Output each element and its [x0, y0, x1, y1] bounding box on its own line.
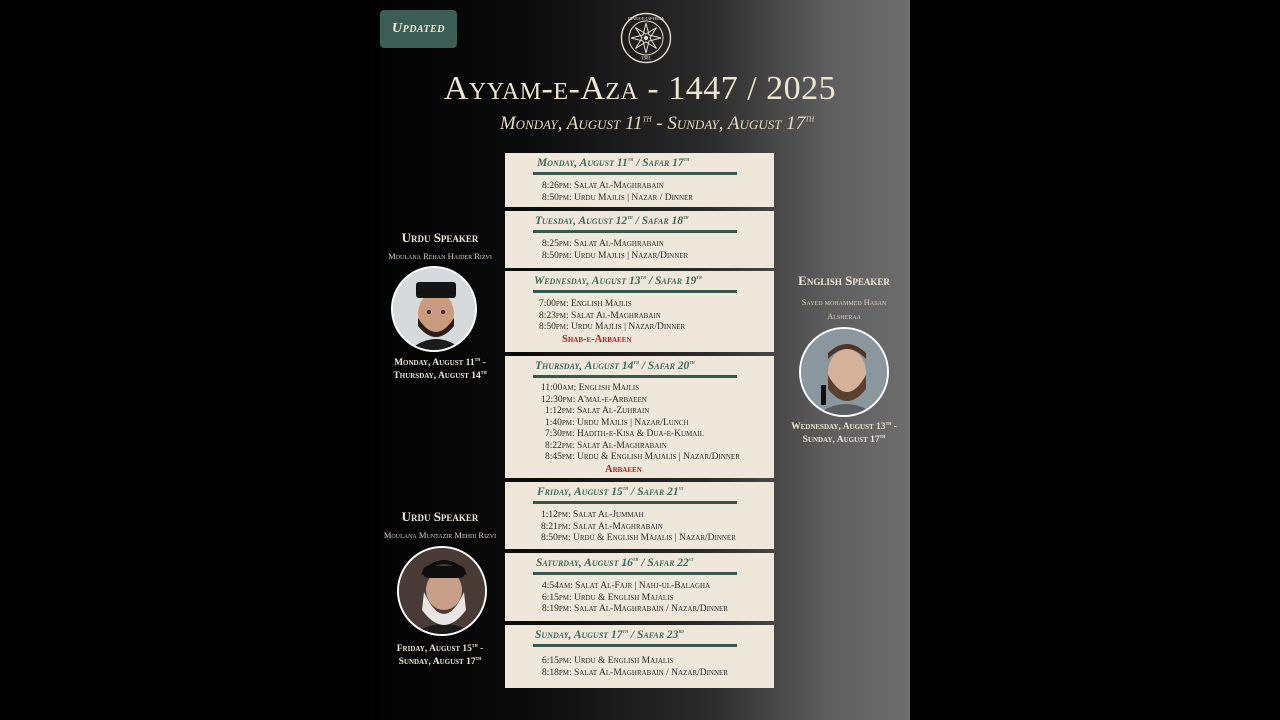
divider	[533, 375, 737, 378]
schedule-event: 8:50pm: Urdu & English Majalis | Nazar/Dinner	[541, 533, 736, 543]
svg-text:IDARA-E-JAFFERIA: IDARA-E-JAFFERIA	[628, 16, 664, 21]
day-heading: Monday, August 11th / Safar 17th	[537, 156, 690, 169]
schedule-event: 8:50pm: Urdu Majlis | Nazar/Dinner	[539, 322, 686, 332]
speaker-heading: Urdu Speaker	[401, 230, 479, 245]
speaker-photo-avatar	[397, 546, 487, 636]
schedule-day-card	[505, 271, 774, 352]
speaker-photo-avatar	[391, 266, 477, 352]
day-heading: Friday, August 15th / Safar 21st	[537, 485, 684, 498]
speaker-dates: Monday, August 11th - Thursday, August 14th	[393, 356, 487, 381]
schedule-day-card	[505, 356, 774, 478]
organization-seal-logo	[620, 12, 672, 64]
schedule-event: 7:30pm: Hadith-e-Kisa & Dua-e-Kumail	[545, 429, 704, 439]
poster	[370, 0, 910, 720]
speaker-name: Moulana Muntazir Mehdi Rizvi	[383, 530, 497, 540]
schedule-event: 8:50pm: Urdu Majlis | Nazar / Dinner	[542, 192, 693, 203]
schedule-event: 6:15pm: Urdu & English Majalis	[542, 592, 674, 603]
schedule-event: 8:22pm: Salat Al-Maghrabain	[545, 440, 667, 451]
speaker-name: Sayed mohammed Hasan Alsheraa	[801, 297, 887, 321]
divider	[533, 572, 737, 575]
schedule-event: 8:21pm: Salat Al-Maghrabain	[541, 521, 663, 532]
schedule-event: 1:12pm: Salat Al-Zuhrain	[545, 406, 650, 416]
day-heading: Tuesday, August 12th / Safar 18th	[535, 214, 689, 227]
day-heading: Sunday, August 17th / Safar 23rd	[535, 628, 684, 641]
page-title: Ayyam-e-Aza - 1447 / 2025	[443, 70, 837, 107]
schedule-event: 1:12pm: Salat Al-Jummah	[541, 510, 644, 520]
schedule-event: 8:18pm: Salat Al-Maghrabain / Nazar/Dinner	[542, 667, 728, 678]
schedule-event: 8:50pm: Urdu Majlis | Nazar/Dinner	[542, 250, 689, 261]
schedule-day-card	[505, 482, 774, 549]
speaker-heading: English Speaker	[798, 273, 890, 288]
svg-text:1981: 1981	[641, 56, 651, 62]
date-range-subtitle: Monday, August 11th - Sunday, August 17th	[499, 113, 815, 134]
schedule-event: 8:25pm: Salat Al-Maghrabain	[542, 239, 664, 249]
schedule-day-card	[505, 211, 774, 268]
speaker-dates: Friday, August 15th - Sunday, August 17th	[396, 642, 484, 667]
schedule-day-card	[505, 553, 774, 621]
occasion-label: Shab-e-Arbaeen	[562, 333, 632, 345]
schedule-event: 6:15pm: Urdu & English Majalis	[542, 656, 674, 666]
speaker-heading: Urdu Speaker	[401, 509, 479, 524]
schedule-day-card	[505, 153, 774, 207]
schedule-event: 7:00pm: English Majlis	[539, 299, 632, 309]
day-heading: Saturday, August 16th / Safar 22st	[536, 556, 694, 569]
divider	[533, 290, 737, 293]
schedule-event: 12:30pm: A'mal-e-Arbaeen	[541, 394, 647, 405]
day-heading: Thursday, August 14th / Safar 20th	[535, 359, 695, 372]
schedule-event: 8:19pm: Salat Al-Maghrabain / Nazar/Dinner	[542, 604, 728, 614]
speaker-photo-avatar	[799, 327, 889, 417]
schedule-day-card	[505, 625, 774, 688]
schedule-event: 11:00am: English Majlis	[541, 383, 640, 393]
divider	[533, 501, 737, 504]
schedule-event: 4:54am: Salat Al-Fajr | Nahj-ul-Balagha	[542, 581, 711, 591]
divider	[533, 230, 737, 233]
schedule-event: 1:40pm: Urdu Majlis | Nazar/Lunch	[545, 417, 689, 428]
day-heading: Wednesday, August 13th / Safar 19th	[534, 274, 702, 287]
schedule-event: 8:26pm: Salat Al-Maghrabain	[542, 181, 664, 191]
updated-badge: Updated	[380, 10, 457, 48]
divider	[533, 172, 737, 175]
divider	[533, 644, 737, 647]
speaker-dates: Wednesday, August 13th - Sunday, August 17th	[791, 420, 897, 445]
occasion-label: Arbaeen	[605, 463, 642, 475]
speaker-name: Moulana Rehan Haider Rizvi	[388, 251, 492, 261]
schedule-event: 8:45pm: Urdu & English Majalis | Nazar/Dinner	[545, 452, 740, 462]
schedule-event: 8:23pm: Salat Al-Maghrabain	[539, 310, 661, 321]
